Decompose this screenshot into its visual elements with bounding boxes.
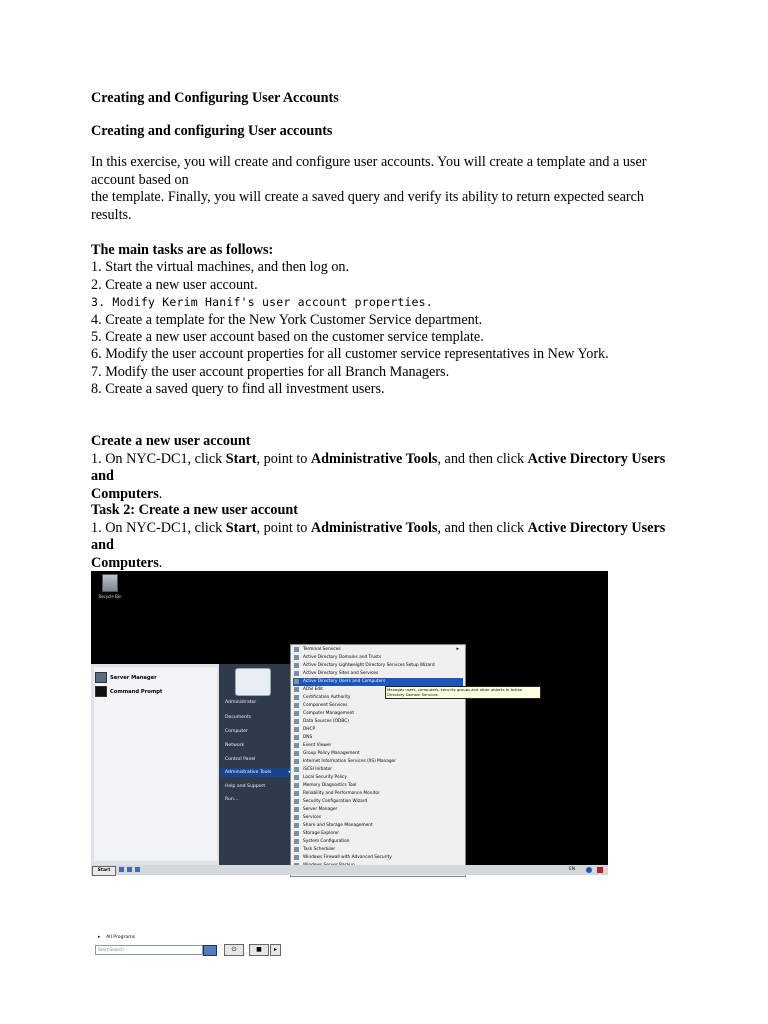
language-indicator[interactable]: EN: [569, 867, 576, 872]
tasks-heading: The main tasks are as follows:: [91, 242, 274, 258]
menu-item[interactable]: Security Configuration Wizard: [293, 798, 463, 806]
aduc-tooltip: Manages users, computers, security groups and other objects in Active Directory Domain Services.: [385, 686, 541, 699]
start-search-input[interactable]: Start Search: [95, 945, 203, 955]
intro-line-1: In this exercise, you will create and configure user accounts. You will create a template and a user account based on: [91, 154, 647, 188]
document-title: Creating and Configuring User Accounts: [91, 90, 339, 106]
task-item: 3. Modify Kerim Hanif's user account properties.: [91, 295, 433, 310]
task-item: 2. Create a new user account.: [91, 276, 258, 293]
menu-item[interactable]: Active Directory Lightweight Directory Services Setup Wizard: [293, 662, 463, 670]
right-item-help[interactable]: Help and Support: [225, 784, 266, 789]
right-item-administrator[interactable]: Administrator: [225, 700, 257, 705]
menu-item[interactable]: Certification Authority: [293, 694, 463, 702]
section-heading: Create a new user account: [91, 433, 251, 449]
all-programs[interactable]: ▸ All Programs: [98, 935, 136, 940]
pinned-server-manager[interactable]: Server Manager: [95, 672, 157, 683]
task-item: 5. Create a new user account based on the customer service template.: [91, 328, 484, 345]
intro-paragraph: [91, 154, 676, 224]
menu-item[interactable]: DHCP: [293, 726, 463, 734]
menu-item[interactable]: Server Manager: [293, 806, 463, 814]
right-item-documents[interactable]: Documents: [225, 715, 252, 720]
menu-item[interactable]: Reliability and Performance Monitor: [293, 790, 463, 798]
task-list: [91, 242, 676, 399]
menu-item[interactable]: System Configuration: [293, 838, 463, 846]
menu-item[interactable]: Group Policy Management: [293, 750, 463, 758]
right-item-control-panel[interactable]: Control Panel: [225, 757, 256, 762]
menu-item[interactable]: Internet Information Services (IIS) Manager: [293, 758, 463, 766]
recycle-bin-icon: [102, 574, 118, 592]
step-instruction: 1. On NYC-DC1, click Start, point to Administrative Tools, and then click Active Directory Users and: [91, 519, 666, 553]
server-manager-icon: [95, 672, 107, 683]
section-create-user: Create a new user account 1. On NYC-DC1, click Start, point to Administrative Tools, and then click Active Directory Users and Computers.: [91, 433, 676, 503]
user-picture-icon: [235, 668, 271, 696]
task-item: 6. Modify the user account properties for all customer service representatives in New York.: [91, 346, 609, 363]
menu-item[interactable]: Terminal Services ▸: [293, 646, 463, 654]
menu-item[interactable]: Data Sources (ODBC): [293, 718, 463, 726]
menu-item[interactable]: Event Viewer: [293, 742, 463, 750]
quick-launch-icon[interactable]: [135, 867, 140, 872]
menu-item[interactable]: Storage Explorer: [293, 830, 463, 838]
menu-item[interactable]: Windows Firewall with Advanced Security: [293, 854, 463, 862]
search-icon[interactable]: [203, 945, 217, 956]
administrative-tools-menu: [290, 644, 466, 877]
document-subtitle: Creating and configuring User accounts: [91, 123, 333, 139]
section-task-2: Task 2: Create a new user account 1. On NYC-DC1, click Start, point to Administrative Tools, and then click Active Directory Users and Computers.: [91, 502, 676, 572]
right-item-network[interactable]: Network: [225, 743, 245, 748]
quick-launch-icon[interactable]: [127, 867, 132, 872]
right-item-computer[interactable]: Computer: [225, 729, 248, 734]
help-icon[interactable]: [586, 867, 592, 873]
task-item: 4. Create a template for the New York Customer Service department.: [91, 311, 483, 328]
menu-item[interactable]: Computer Management: [293, 710, 463, 718]
menu-item[interactable]: Active Directory Sites and Services: [293, 670, 463, 678]
start-button[interactable]: Start: [92, 866, 116, 876]
task-item: 1. Start the virtual machines, and then log on.: [91, 259, 350, 276]
quick-launch-icon[interactable]: [119, 867, 124, 872]
menu-item[interactable]: Local Security Policy: [293, 774, 463, 782]
menu-item[interactable]: Component Services: [293, 702, 463, 710]
recycle-bin: Recycle Bin: [95, 574, 125, 599]
menu-item[interactable]: iSCSI Initiator: [293, 766, 463, 774]
right-item-administrative-tools[interactable]: Administrative Tools: [220, 768, 293, 777]
menu-item[interactable]: Active Directory Domains and Trusts: [293, 654, 463, 662]
pinned-command-prompt[interactable]: Command Prompt: [95, 686, 162, 697]
command-prompt-icon: [95, 686, 107, 697]
menu-item[interactable]: Memory Diagnostics Tool: [293, 782, 463, 790]
menu-item-aduc[interactable]: Active Directory Users and Computers: [293, 678, 463, 686]
chevron-right-icon[interactable]: ▸: [270, 944, 281, 956]
section-heading: Task 2: Create a new user account: [91, 502, 299, 518]
intro-line-2: the template. Finally, you will create a saved query and verify its ability to return expected search results.: [91, 189, 644, 223]
menu-item[interactable]: Share and Storage Management: [293, 822, 463, 830]
menu-item[interactable]: Task Scheduler: [293, 846, 463, 854]
power-icon[interactable]: ⏻: [224, 944, 244, 956]
quick-launch: [119, 867, 140, 872]
task-item: 8. Create a saved query to find all investment users.: [91, 381, 385, 398]
close-icon[interactable]: [597, 867, 603, 873]
menu-item[interactable]: DNS: [293, 734, 463, 742]
menu-item[interactable]: ADSI Edit: [293, 686, 463, 694]
step-instruction: 1. On NYC-DC1, click Start, point to Administrative Tools, and then click Active Directory Users and: [91, 450, 666, 484]
menu-item[interactable]: Services: [293, 814, 463, 822]
embedded-screenshot: [91, 571, 608, 953]
taskbar: [91, 865, 608, 875]
right-item-run[interactable]: Run...: [225, 797, 239, 802]
task-item: 7. Modify the user account properties for all Branch Managers.: [91, 363, 450, 380]
lock-icon[interactable]: ■: [249, 944, 269, 956]
